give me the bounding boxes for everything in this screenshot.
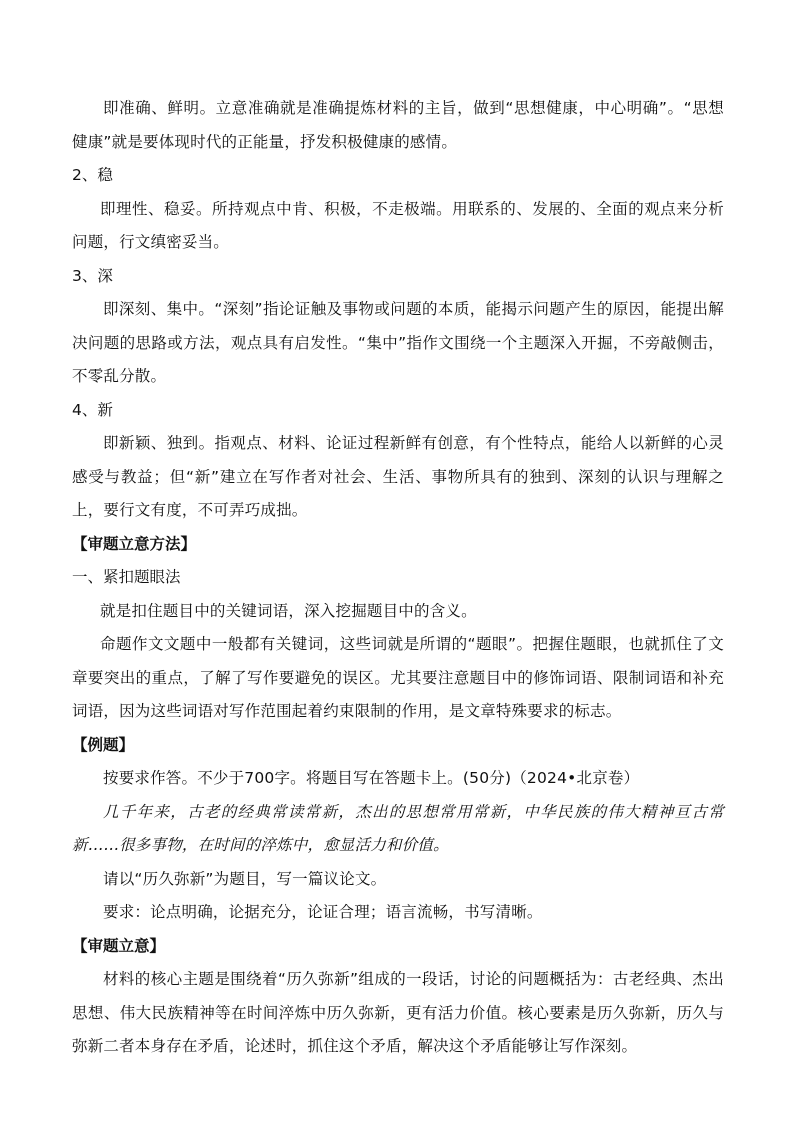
heading-stable: 2、稳: [72, 166, 113, 184]
paragraph-example-task: 请以“历久弥新”为题目，写一篇议论文。: [103, 869, 387, 888]
paragraph-stable: 即理性、稳妥。所持观点中肯、积极，不走极端。用联系的、发展的、全面的观点来分析问题，行文缜密妥当。: [72, 199, 724, 251]
heading-deep: 3、深: [72, 266, 113, 285]
section-title-example: 【例题】: [72, 735, 135, 754]
document-page: [72, 92, 724, 1064]
heading-keyword-method: 一、紧扣题眼法: [72, 568, 181, 586]
paragraph-keyword-explanation: 命题作文文题中一般都有关键词，这些词就是所谓的“题眼”。把握住题眼，也就抓住了文章要突出的重点，了解了写作要避免的误区。尤其要注意题目中的修饰词语、限制词语和补充词语，因为这些词语对写作范围起着约束限制的作用，是文章特殊要求的标志。: [72, 635, 724, 720]
paragraph-example-requirements: 要求：论点明确，论据充分，论证合理；语言流畅，书写清晰。: [103, 903, 543, 921]
paragraph-accurate: 即准确、鲜明。立意准确就是准确提炼材料的主旨，做到“思想健康，中心明确”。“思想健康”就是要体现时代的正能量，抒发积极健康的感情。: [72, 99, 724, 151]
section-title-methods: 【审题立意方法】: [72, 534, 197, 553]
paragraph-deep: 即深刻、集中。“深刻”指论证触及事物或问题的本质，能揭示问题产生的原因，能提出解决问题的思路或方法，观点具有启发性。“集中”指作文围绕一个主题深入开掘，不旁敲侧击，不零乱分散。: [72, 300, 724, 385]
paragraph-example-material: 几千年来，古老的经典常读常新，杰出的思想常用常新，中华民族的伟大精神亘古常新……很多事物，在时间的淬炼中，愈显活力和价值。: [72, 802, 724, 854]
section-title-analysis: 【审题立意】: [72, 936, 166, 955]
paragraph-analysis: 材料的核心主题是围绕着“历久弥新”组成的一段话，讨论的问题概括为：古老经典、杰出思想、伟大民族精神等在时间淬炼中历久弥新，更有活力价值。核心要素是历久弥新，历久与弥新二者本身存在矛盾，论述时，抓住这个矛盾，解决这个矛盾能够让写作深刻。: [72, 970, 724, 1055]
paragraph-new: 即新颖、独到。指观点、材料、论证过程新鲜有创意，有个性特点，能给人以新鲜的心灵感受与教益；但“新”建立在写作者对社会、生活、事物所具有的独到、深刻的认识与理解之上，要行文有度，不可弄巧成拙。: [72, 434, 724, 519]
paragraph-keyword-definition: 就是扣住题目中的关键词语，深入挖掘题目中的含义。: [100, 601, 477, 620]
paragraph-example-instructions: 按要求作答。不少于700字。将题目写在答题卡上。(50分)（2024•北京卷）: [103, 769, 640, 787]
heading-new: 4、新: [72, 400, 113, 419]
